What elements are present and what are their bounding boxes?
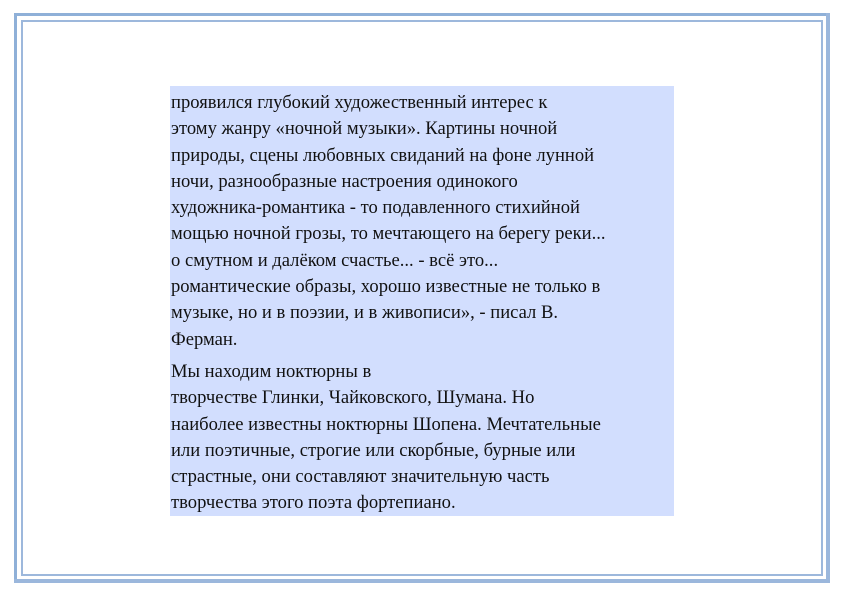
text-line: музыке, но и в поэзии, и в живописи», - писал В.	[171, 302, 559, 324]
text-line: страстные, они составляют значительную часть	[171, 466, 550, 488]
text-line: этому жанру «ночной музыки». Картины ночной	[171, 118, 558, 140]
text-line: Мы находим ноктюрны в	[171, 360, 372, 382]
text-line: художника-романтика - то подавленного стихийной	[171, 197, 580, 219]
text-line: или поэтичные, строгие или скорбные, бурные или	[171, 439, 576, 461]
text-box	[170, 86, 674, 516]
text-line: проявился глубокий художественный интерес к	[171, 92, 548, 113]
text-line: ночи, разнообразные настроения одинокого	[171, 170, 518, 192]
slide-frame-shadow-bottom	[14, 579, 830, 583]
text-line: о смутном и далёком счастье... - всё это...	[171, 249, 499, 271]
text-line: романтические образы, хорошо известные не только в	[171, 276, 601, 298]
slide-frame-shadow-right	[826, 13, 830, 583]
text-line: наиболее известны ноктюрны Шопена. Мечтательные	[171, 413, 601, 435]
text-line: мощью ночной грозы, то мечтающего на берегу реки...	[171, 223, 606, 245]
text-line: творчестве Глинки, Чайковского, Шумана. Но	[171, 387, 535, 409]
text-line: творчества этого поэта фортепиано.	[171, 492, 456, 514]
text-line: природы, сцены любовных свиданий на фоне лунной	[171, 144, 595, 166]
paragraph-2	[171, 359, 674, 517]
paragraph-1	[171, 90, 674, 353]
text-line: Ферман.	[171, 328, 238, 350]
